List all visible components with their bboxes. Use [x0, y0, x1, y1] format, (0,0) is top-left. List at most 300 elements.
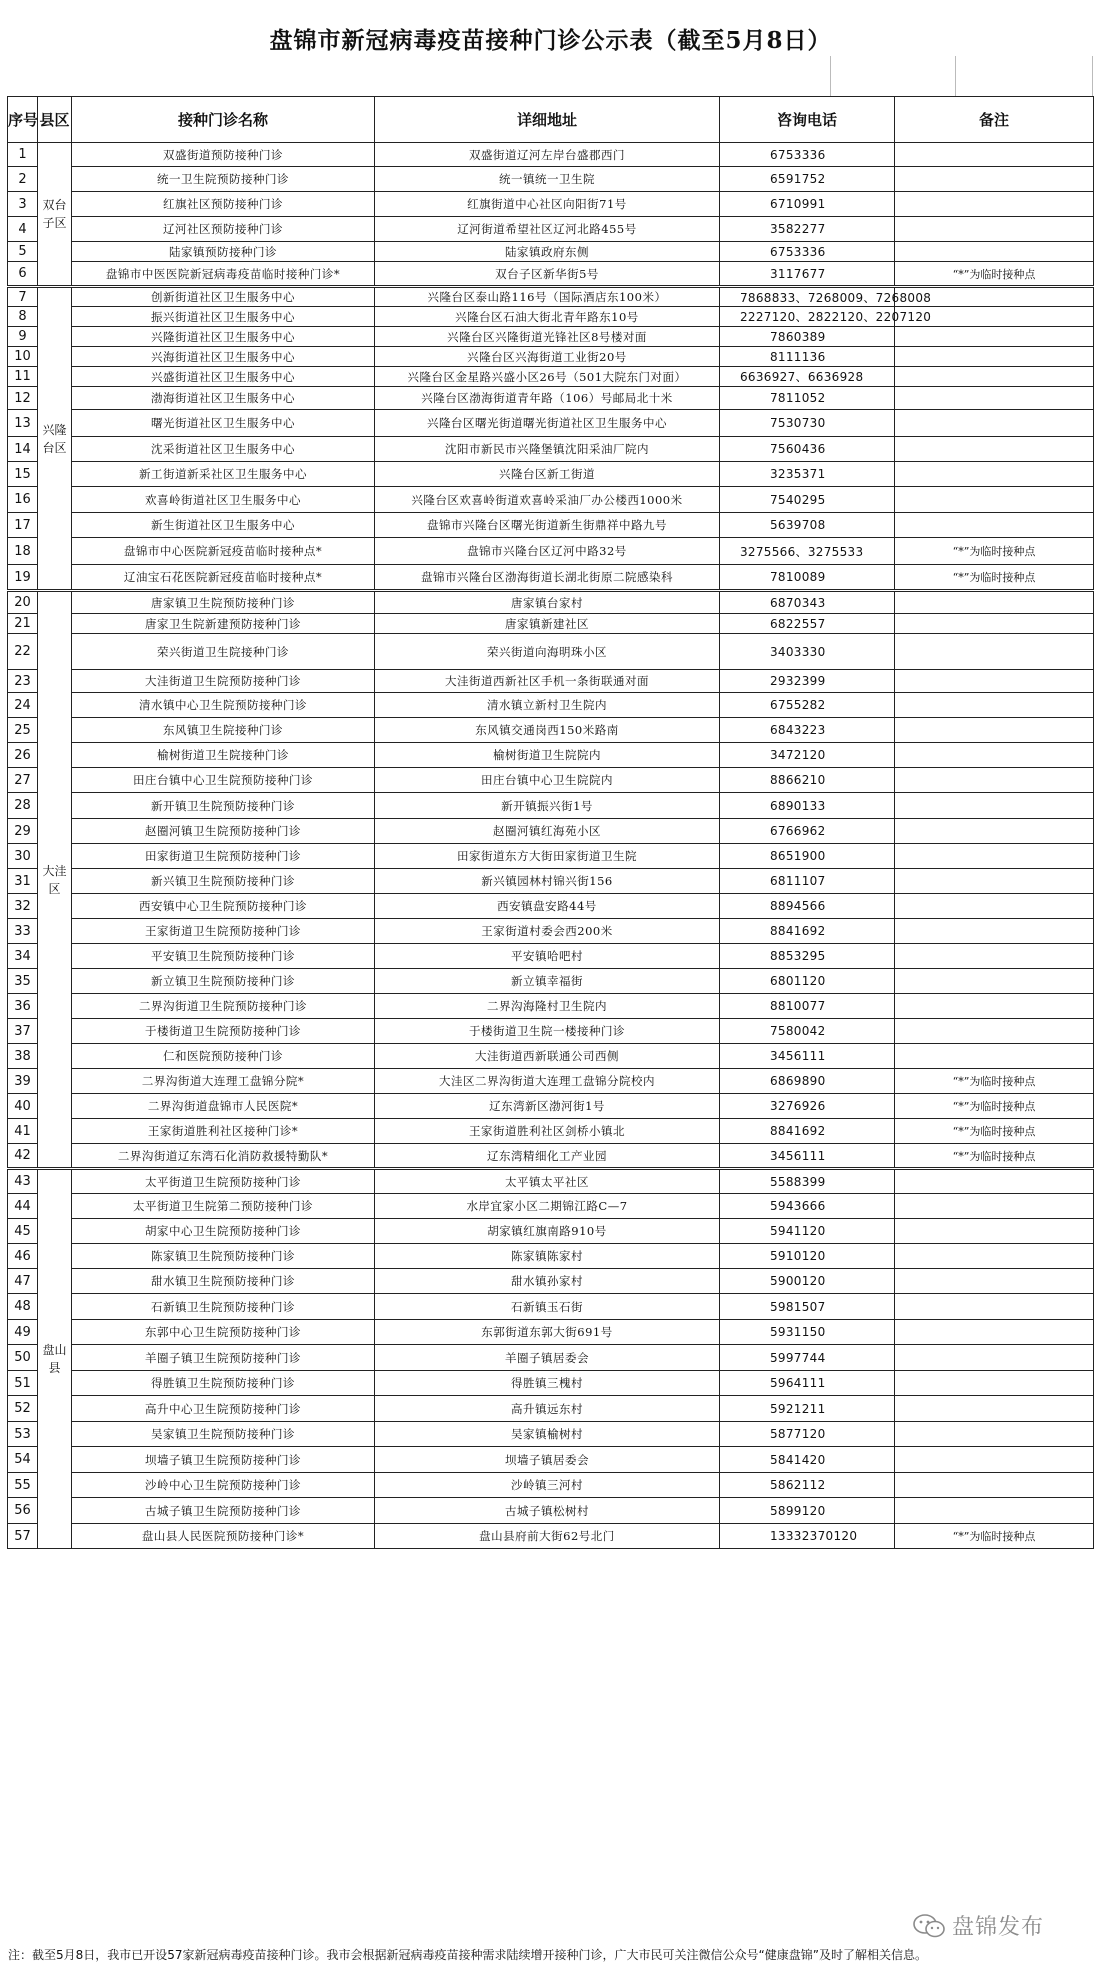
clinic-address: 陆家镇政府东侧 [375, 242, 720, 262]
clinic-phone: 2227120、2822120、2207120 [720, 307, 895, 327]
clinic-address: 水岸宜家小区二期锦江路C—7 [375, 1194, 720, 1219]
table-row [8, 944, 1094, 969]
clinic-name: 石新镇卫生院预防接种门诊 [72, 1294, 375, 1320]
clinic-phone: 5964111 [720, 1371, 895, 1396]
clinic-phone: 6753336 [720, 143, 895, 167]
row-number: 19 [8, 565, 38, 591]
table-row [8, 718, 1094, 743]
row-number: 8 [8, 307, 38, 327]
clinic-name: 二界沟街道大连理工盘锦分院* [72, 1069, 375, 1094]
footnote: 注：截至5月8日，我市已开设57家新冠病毒疫苗接种门诊。我市会根据新冠病毒疫苗接种需求陆续增开接种门诊，广大市民可关注微信公众号“健康盘锦”及时了解相关信息。 [8, 1948, 927, 1962]
table-row [8, 327, 1094, 347]
header-remark: 备注 [895, 97, 1094, 143]
row-number: 2 [8, 167, 38, 192]
clinic-phone: 5997744 [720, 1345, 895, 1371]
clinic-remark [895, 819, 1094, 844]
clinic-name: 羊圈子镇卫生院预防接种门诊 [72, 1345, 375, 1371]
row-number: 24 [8, 693, 38, 718]
wechat-icon [912, 1913, 946, 1939]
row-number: 12 [8, 387, 38, 410]
clinic-remark [895, 1498, 1094, 1524]
clinic-phone: 3456111 [720, 1044, 895, 1069]
table-row [8, 1169, 1094, 1194]
table-row [8, 844, 1094, 869]
clinic-name: 太平街道卫生院第二预防接种门诊 [72, 1194, 375, 1219]
clinic-phone: 5941120 [720, 1219, 895, 1244]
clinic-remark [895, 242, 1094, 262]
clinic-remark [895, 718, 1094, 743]
clinic-address: 新立镇幸福街 [375, 969, 720, 994]
table-row [8, 1269, 1094, 1294]
clinic-phone: 3235371 [720, 462, 895, 487]
row-number: 13 [8, 410, 38, 437]
clinic-remark [895, 869, 1094, 894]
clinic-phone: 6755282 [720, 693, 895, 718]
table-row [8, 167, 1094, 192]
clinic-address: 盘锦市兴隆台区辽河中路32号 [375, 538, 720, 565]
clinic-phone: 6766962 [720, 819, 895, 844]
row-number: 57 [8, 1524, 38, 1549]
clinic-address: 大洼街道西新社区手机一条街联通对面 [375, 670, 720, 693]
table-row [8, 1396, 1094, 1422]
header-address: 详细地址 [375, 97, 720, 143]
clinic-name: 陈家镇卫生院预防接种门诊 [72, 1244, 375, 1269]
table-row [8, 994, 1094, 1019]
clinic-remark [895, 614, 1094, 634]
clinic-phone: 5931150 [720, 1320, 895, 1345]
clinic-name: 振兴街道社区卫生服务中心 [72, 307, 375, 327]
watermark [912, 1910, 1044, 1941]
clinic-name: 新工街道新采社区卫生服务中心 [72, 462, 375, 487]
clinic-remark [895, 387, 1094, 410]
clinic-phone: 7540295 [720, 487, 895, 513]
clinic-name: 新立镇卫生院预防接种门诊 [72, 969, 375, 994]
clinic-remark [895, 1422, 1094, 1447]
row-number: 54 [8, 1447, 38, 1473]
watermark-text: 盘锦发布 [952, 1915, 1045, 1940]
table-row [8, 969, 1094, 994]
clinic-address: 二界沟海隆村卫生院内 [375, 994, 720, 1019]
clinic-phone: 8894566 [720, 894, 895, 919]
row-number: 14 [8, 437, 38, 462]
clinic-remark: “*”为临时接种点 [895, 1069, 1094, 1094]
clinic-address: 唐家镇新建社区 [375, 614, 720, 634]
row-number: 30 [8, 844, 38, 869]
clinic-address: 双盛街道辽河左岸台盛郡西门 [375, 143, 720, 167]
clinic-remark [895, 844, 1094, 869]
page-title: 盘锦市新冠病毒疫苗接种门诊公示表（截至5月8日） [269, 27, 832, 54]
clinic-name: 双盛街道预防接种门诊 [72, 143, 375, 167]
clinic-phone: 5862112 [720, 1473, 895, 1498]
clinic-address: 高升镇远东村 [375, 1396, 720, 1422]
clinic-remark [895, 217, 1094, 242]
clinic-phone: 3276926 [720, 1094, 895, 1119]
row-number: 47 [8, 1269, 38, 1294]
row-number: 4 [8, 217, 38, 242]
table-row [8, 1320, 1094, 1345]
clinic-address: 沈阳市新民市兴隆堡镇沈阳采油厂院内 [375, 437, 720, 462]
clinic-address: 大洼区二界沟街道大连理工盘锦分院校内 [375, 1069, 720, 1094]
clinic-phone: 5921211 [720, 1396, 895, 1422]
table-row [8, 1219, 1094, 1244]
table-row [8, 768, 1094, 793]
table-row [8, 1371, 1094, 1396]
table-row [8, 1194, 1094, 1219]
clinic-remark [895, 768, 1094, 793]
row-number: 25 [8, 718, 38, 743]
row-number: 42 [8, 1144, 38, 1169]
clinic-address: 古城子镇松树村 [375, 1498, 720, 1524]
clinic-address: 田家街道东方大街田家街道卫生院 [375, 844, 720, 869]
row-number: 36 [8, 994, 38, 1019]
clinic-address: 羊圈子镇居委会 [375, 1345, 720, 1371]
clinic-remark [895, 437, 1094, 462]
row-number: 6 [8, 262, 38, 287]
clinic-phone: 3456111 [720, 1144, 895, 1169]
clinic-address: 盘锦市兴隆台区渤海街道长湖北街原二院感染科 [375, 565, 720, 591]
clinic-name: 兴海街道社区卫生服务中心 [72, 347, 375, 367]
clinic-address: 石新镇玉石街 [375, 1294, 720, 1320]
clinic-name: 盘山县人民医院预防接种门诊* [72, 1524, 375, 1549]
clinic-remark [895, 1473, 1094, 1498]
clinic-remark [895, 1294, 1094, 1320]
row-number: 50 [8, 1345, 38, 1371]
clinic-remark [895, 1269, 1094, 1294]
row-number: 51 [8, 1371, 38, 1396]
clinic-address: 盘锦市兴隆台区曙光街道新生街鼎祥中路九号 [375, 513, 720, 538]
clinic-address: 平安镇哈吧村 [375, 944, 720, 969]
clinic-remark: “*”为临时接种点 [895, 262, 1094, 287]
clinic-phone: 6843223 [720, 718, 895, 743]
clinic-name: 辽油宝石花医院新冠疫苗临时接种点* [72, 565, 375, 591]
clinic-name: 新开镇卫生院预防接种门诊 [72, 793, 375, 819]
clinic-name: 曙光街道社区卫生服务中心 [72, 410, 375, 437]
clinic-name: 甜水镇卫生院预防接种门诊 [72, 1269, 375, 1294]
header-phone: 咨询电话 [720, 97, 895, 143]
clinic-remark [895, 1320, 1094, 1345]
table-header-row [8, 97, 1094, 143]
table-row [8, 793, 1094, 819]
clinic-address: 兴隆台区新工街道 [375, 462, 720, 487]
clinic-remark [895, 743, 1094, 768]
clinic-address: 胡家镇红旗南路910号 [375, 1219, 720, 1244]
clinic-address: 东风镇交通岗西150米路南 [375, 718, 720, 743]
table-row [8, 894, 1094, 919]
clinic-phone: 7530730 [720, 410, 895, 437]
table-row [8, 1422, 1094, 1447]
clinic-name: 盘锦市中医医院新冠病毒疫苗临时接种门诊* [72, 262, 375, 287]
table-row [8, 670, 1094, 693]
clinic-remark [895, 513, 1094, 538]
clinic-address: 吴家镇榆树村 [375, 1422, 720, 1447]
clinic-phone: 6890133 [720, 793, 895, 819]
table-row [8, 1044, 1094, 1069]
clinic-address: 太平镇太平社区 [375, 1169, 720, 1194]
clinic-address: 榆树街道卫生院院内 [375, 743, 720, 768]
clinic-phone: 7560436 [720, 437, 895, 462]
clinic-phone: 2932399 [720, 670, 895, 693]
clinic-phone: 5910120 [720, 1244, 895, 1269]
header-no: 序号 [8, 97, 38, 143]
clinic-name: 新生街道社区卫生服务中心 [72, 513, 375, 538]
clinic-name: 得胜镇卫生院预防接种门诊 [72, 1371, 375, 1396]
clinic-name: 吴家镇卫生院预防接种门诊 [72, 1422, 375, 1447]
clinic-name: 坝墙子镇卫生院预防接种门诊 [72, 1447, 375, 1473]
row-number: 27 [8, 768, 38, 793]
clinic-name: 于楼街道卫生院预防接种门诊 [72, 1019, 375, 1044]
table-row [8, 1345, 1094, 1371]
table-row [8, 1144, 1094, 1169]
clinic-address: 兴隆台区曙光街道曙光街道社区卫生服务中心 [375, 410, 720, 437]
clinic-phone: 6811107 [720, 869, 895, 894]
clinic-name: 兴隆街道社区卫生服务中心 [72, 327, 375, 347]
row-number: 34 [8, 944, 38, 969]
clinic-address: 红旗街道中心社区向阳街71号 [375, 192, 720, 217]
clinic-remark [895, 1219, 1094, 1244]
table-row [8, 262, 1094, 287]
clinic-phone: 5981507 [720, 1294, 895, 1320]
row-number: 1 [8, 143, 38, 167]
clinic-address: 双台子区新华街5号 [375, 262, 720, 287]
clinic-remark [895, 1019, 1094, 1044]
table-row [8, 410, 1094, 437]
clinic-phone: 6801120 [720, 969, 895, 994]
clinic-phone: 5639708 [720, 513, 895, 538]
clinic-name: 高升中心卫生院预防接种门诊 [72, 1396, 375, 1422]
clinic-remark [895, 793, 1094, 819]
clinic-phone: 6753336 [720, 242, 895, 262]
clinic-phone: 8841692 [720, 919, 895, 944]
clinic-remark [895, 1345, 1094, 1371]
clinic-address: 兴隆台区金星路兴盛小区26号（501大院东门对面） [375, 367, 720, 387]
header-county: 县区 [38, 97, 72, 143]
row-number: 53 [8, 1422, 38, 1447]
clinic-name: 统一卫生院预防接种门诊 [72, 167, 375, 192]
clinic-address: 赵圈河镇红海苑小区 [375, 819, 720, 844]
clinic-name: 辽河社区预防接种门诊 [72, 217, 375, 242]
clinic-remark [895, 634, 1094, 670]
row-number: 21 [8, 614, 38, 634]
row-number: 5 [8, 242, 38, 262]
clinic-name: 沈采街道社区卫生服务中心 [72, 437, 375, 462]
row-number: 9 [8, 327, 38, 347]
row-number: 52 [8, 1396, 38, 1422]
header-clinic-name: 接种门诊名称 [72, 97, 375, 143]
table-row [8, 1473, 1094, 1498]
clinic-name: 田庄台镇中心卫生院预防接种门诊 [72, 768, 375, 793]
clinic-name: 太平街道卫生院预防接种门诊 [72, 1169, 375, 1194]
clinic-name: 东郭中心卫生院预防接种门诊 [72, 1320, 375, 1345]
clinic-phone: 5588399 [720, 1169, 895, 1194]
clinic-phone: 7811052 [720, 387, 895, 410]
clinic-remark [895, 894, 1094, 919]
clinic-name: 榆树街道卫生院接种门诊 [72, 743, 375, 768]
table-row [8, 1244, 1094, 1269]
clinic-name: 二界沟街道辽东湾石化消防救援特勤队* [72, 1144, 375, 1169]
county-cell: 双台子区 [38, 143, 72, 287]
clinic-remark [895, 1447, 1094, 1473]
clinic-address: 兴隆台区欢喜岭街道欢喜岭采油厂办公楼西1000米 [375, 487, 720, 513]
row-number: 16 [8, 487, 38, 513]
clinic-address: 甜水镇孙家村 [375, 1269, 720, 1294]
clinic-remark [895, 1371, 1094, 1396]
clinic-name: 新兴镇卫生院预防接种门诊 [72, 869, 375, 894]
clinic-phone: 8841692 [720, 1119, 895, 1144]
clinic-remark [895, 1044, 1094, 1069]
table-row [8, 538, 1094, 565]
clinic-address: 盘山县府前大街62号北门 [375, 1524, 720, 1549]
table-row [8, 242, 1094, 262]
table-row [8, 513, 1094, 538]
clinic-remark [895, 919, 1094, 944]
clinic-remark: “*”为临时接种点 [895, 1524, 1094, 1549]
clinic-phone: 6869890 [720, 1069, 895, 1094]
table-row [8, 192, 1094, 217]
clinic-remark [895, 969, 1094, 994]
clinic-phone: 7868833、7268009、7268008 [720, 287, 895, 307]
table-row [8, 1447, 1094, 1473]
clinic-phone: 8111136 [720, 347, 895, 367]
clinic-name: 创新街道社区卫生服务中心 [72, 287, 375, 307]
clinic-address: 王家街道村委会西200米 [375, 919, 720, 944]
clinic-name: 王家街道胜利社区接种门诊* [72, 1119, 375, 1144]
clinic-name: 兴盛街道社区卫生服务中心 [72, 367, 375, 387]
clinic-name: 大洼街道卫生院预防接种门诊 [72, 670, 375, 693]
table-row [8, 437, 1094, 462]
row-number: 44 [8, 1194, 38, 1219]
clinic-remark [895, 1396, 1094, 1422]
table-row [8, 743, 1094, 768]
clinic-address: 东郭街道东郭大街691号 [375, 1320, 720, 1345]
clinic-remark [895, 591, 1094, 614]
clinic-phone: 3403330 [720, 634, 895, 670]
clinic-phone: 3275566、3275533 [720, 538, 895, 565]
table-row [8, 1094, 1094, 1119]
clinic-phone: 8866210 [720, 768, 895, 793]
table-row [8, 614, 1094, 634]
row-number: 41 [8, 1119, 38, 1144]
clinic-address: 沙岭镇三河村 [375, 1473, 720, 1498]
county-cell: 兴隆台区 [38, 287, 72, 591]
clinic-name: 胡家中心卫生院预防接种门诊 [72, 1219, 375, 1244]
clinic-phone: 6822557 [720, 614, 895, 634]
clinic-remark [895, 944, 1094, 969]
row-number: 32 [8, 894, 38, 919]
table-row [8, 487, 1094, 513]
row-number: 35 [8, 969, 38, 994]
clinic-phone: 5900120 [720, 1269, 895, 1294]
clinic-address: 兴隆台区兴海街道工业街20号 [375, 347, 720, 367]
row-number: 29 [8, 819, 38, 844]
clinic-address: 兴隆台区渤海街道青年路（106）号邮局北十米 [375, 387, 720, 410]
clinic-remark [895, 693, 1094, 718]
clinic-address: 田庄台镇中心卫生院院内 [375, 768, 720, 793]
clinic-remark [895, 192, 1094, 217]
table-row [8, 1069, 1094, 1094]
grid-line [830, 56, 831, 96]
clinic-address: 荣兴街道向海明珠小区 [375, 634, 720, 670]
clinic-remark [895, 487, 1094, 513]
row-number: 15 [8, 462, 38, 487]
row-number: 10 [8, 347, 38, 367]
grid-line [955, 56, 956, 96]
row-number: 26 [8, 743, 38, 768]
clinic-address: 清水镇立新村卫生院内 [375, 693, 720, 718]
clinic-name: 王家街道卫生院预防接种门诊 [72, 919, 375, 944]
row-number: 46 [8, 1244, 38, 1269]
clinic-name: 唐家卫生院新建预防接种门诊 [72, 614, 375, 634]
row-number: 20 [8, 591, 38, 614]
table-row [8, 347, 1094, 367]
table-row [8, 387, 1094, 410]
table-row [8, 1524, 1094, 1549]
clinic-name: 二界沟街道盘锦市人民医院* [72, 1094, 375, 1119]
clinic-address: 兴隆台区石油大街北青年路东10号 [375, 307, 720, 327]
clinic-address: 得胜镇三槐村 [375, 1371, 720, 1396]
table-row [8, 307, 1094, 327]
row-number: 43 [8, 1169, 38, 1194]
clinic-name: 清水镇中心卫生院预防接种门诊 [72, 693, 375, 718]
row-number: 33 [8, 919, 38, 944]
clinic-remark [895, 1169, 1094, 1194]
row-number: 23 [8, 670, 38, 693]
table-row [8, 1119, 1094, 1144]
clinic-address: 于楼街道卫生院一楼接种门诊 [375, 1019, 720, 1044]
row-number: 49 [8, 1320, 38, 1345]
row-number: 28 [8, 793, 38, 819]
clinic-name: 唐家镇卫生院预防接种门诊 [72, 591, 375, 614]
clinic-address: 兴隆台区兴隆街道光锋社区8号楼对面 [375, 327, 720, 347]
table-row [8, 869, 1094, 894]
clinic-remark [895, 347, 1094, 367]
clinic-phone: 7580042 [720, 1019, 895, 1044]
clinic-remark [895, 410, 1094, 437]
table-row [8, 591, 1094, 614]
clinic-name: 渤海街道社区卫生服务中心 [72, 387, 375, 410]
row-number: 45 [8, 1219, 38, 1244]
clinic-phone: 5943666 [720, 1194, 895, 1219]
clinic-phone: 3472120 [720, 743, 895, 768]
clinic-name: 盘锦市中心医院新冠疫苗临时接种点* [72, 538, 375, 565]
clinic-remark [895, 143, 1094, 167]
table-row [8, 143, 1094, 167]
clinic-address: 大洼街道西新联通公司西侧 [375, 1044, 720, 1069]
row-number: 17 [8, 513, 38, 538]
table-row [8, 217, 1094, 242]
clinic-name: 西安镇中心卫生院预防接种门诊 [72, 894, 375, 919]
table-row [8, 819, 1094, 844]
clinic-phone: 8810077 [720, 994, 895, 1019]
clinic-address: 王家街道胜利社区剑桥小镇北 [375, 1119, 720, 1144]
row-number: 56 [8, 1498, 38, 1524]
clinic-remark [895, 1244, 1094, 1269]
row-number: 37 [8, 1019, 38, 1044]
clinic-remark [895, 1194, 1094, 1219]
table-row [8, 367, 1094, 387]
row-number: 39 [8, 1069, 38, 1094]
clinic-phone: 3582277 [720, 217, 895, 242]
clinic-address: 新兴镇园林村锦兴街156 [375, 869, 720, 894]
table-row [8, 1294, 1094, 1320]
row-number: 55 [8, 1473, 38, 1498]
clinic-name: 平安镇卫生院预防接种门诊 [72, 944, 375, 969]
county-cell: 盘山县 [38, 1169, 72, 1549]
table-row [8, 462, 1094, 487]
clinic-remark: “*”为临时接种点 [895, 538, 1094, 565]
clinic-name: 陆家镇预防接种门诊 [72, 242, 375, 262]
clinic-name: 二界沟街道卫生院预防接种门诊 [72, 994, 375, 1019]
table-row [8, 1498, 1094, 1524]
